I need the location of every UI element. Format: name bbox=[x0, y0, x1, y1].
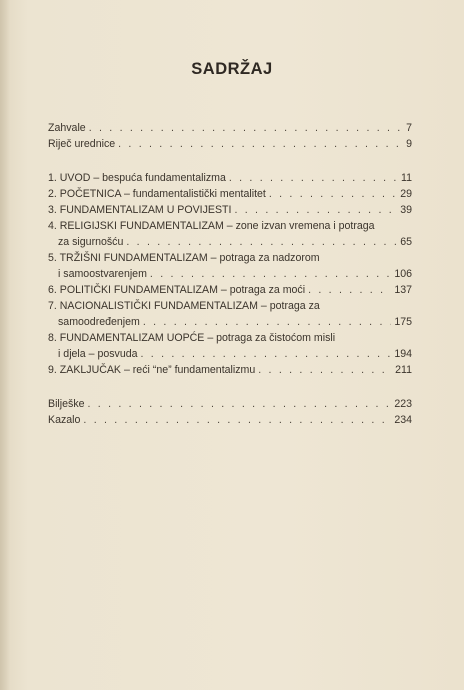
toc-entry-chapter-9[interactable] bbox=[48, 362, 412, 378]
toc-entry-label-line2: i samoostvarenjem bbox=[58, 268, 147, 280]
toc-entry-chapter-8[interactable] bbox=[48, 330, 412, 362]
toc-entry-label-line1: 8. FUNDAMENTALIZAM UOPĆE – potraga za čistoćom misli bbox=[48, 332, 336, 344]
toc-page-number: 211 bbox=[395, 364, 412, 376]
toc-entry-label-line2: samoodređenjem bbox=[58, 316, 140, 328]
dot-leader bbox=[269, 186, 397, 202]
toc-page-number: 11 bbox=[401, 172, 412, 184]
toc-page-number: 65 bbox=[400, 236, 412, 248]
table-of-contents bbox=[48, 120, 412, 428]
toc-entry-label: 3. FUNDAMENTALIZAM U POVIJESTI bbox=[48, 204, 232, 216]
toc-page-number: 106 bbox=[394, 268, 412, 280]
page-spine-shadow bbox=[0, 0, 10, 690]
toc-entry-kazalo[interactable] bbox=[48, 412, 412, 428]
dot-leader bbox=[126, 234, 397, 250]
toc-page-number: 194 bbox=[394, 348, 412, 360]
toc-entry-biljeske[interactable] bbox=[48, 396, 412, 412]
toc-entry-label-line1: 7. NACIONALISTIČKI FUNDAMENTALIZAM – potraga za bbox=[48, 300, 320, 312]
toc-entry-label: Zahvale bbox=[48, 122, 86, 134]
toc-entry-chapter-1[interactable] bbox=[48, 170, 412, 186]
toc-entry-label: Riječ urednice bbox=[48, 138, 116, 150]
page-title: SADRŽAJ bbox=[191, 60, 273, 78]
toc-entry-chapter-3[interactable] bbox=[48, 202, 412, 218]
dot-leader bbox=[308, 282, 391, 298]
toc-entry-label: 2. POČETNICA – fundamentalistički mentalitet bbox=[48, 188, 266, 200]
toc-entry-chapter-7[interactable] bbox=[48, 298, 412, 330]
dot-leader bbox=[83, 412, 391, 428]
toc-entry-label: Kazalo bbox=[48, 414, 81, 426]
toc-entry-label: 6. POLITIČKI FUNDAMENTALIZAM – potraga za moći bbox=[48, 284, 306, 296]
toc-entry-label-line1: 4. RELIGIJSKI FUNDAMENTALIZAM – zone izvan vremena i potraga bbox=[48, 220, 375, 232]
toc-entry-chapter-4[interactable] bbox=[48, 218, 412, 250]
dot-leader bbox=[258, 362, 392, 378]
toc-entry-chapter-5[interactable] bbox=[48, 250, 412, 282]
dot-leader bbox=[150, 266, 391, 282]
toc-page-number: 9 bbox=[406, 138, 412, 150]
dot-leader bbox=[229, 170, 398, 186]
dot-leader bbox=[88, 396, 392, 412]
toc-entry-zahvale[interactable] bbox=[48, 120, 412, 136]
dot-leader bbox=[143, 314, 391, 330]
toc-page-number: 223 bbox=[394, 398, 412, 410]
dot-leader bbox=[118, 136, 403, 152]
toc-entry-label: 9. ZAKLJUČAK – reći “ne” fundamentalizmu bbox=[48, 364, 256, 376]
toc-page-number: 39 bbox=[400, 204, 412, 216]
toc-entry-label-line1: 5. TRŽIŠNI FUNDAMENTALIZAM – potraga za nadzorom bbox=[48, 252, 320, 264]
dot-leader bbox=[89, 120, 403, 136]
toc-page-number: 7 bbox=[406, 122, 412, 134]
toc-page-number: 137 bbox=[394, 284, 412, 296]
toc-page-number: 175 bbox=[394, 316, 412, 328]
toc-page-number: 29 bbox=[400, 188, 412, 200]
toc-entry-rijec-urednice[interactable] bbox=[48, 136, 412, 152]
toc-entry-chapter-2[interactable] bbox=[48, 186, 412, 202]
toc-entry-chapter-6[interactable] bbox=[48, 282, 412, 298]
toc-entry-label-line2: za sigurnošću bbox=[58, 236, 124, 248]
toc-entry-label-line2: i djela – posvuda bbox=[58, 348, 138, 360]
dot-leader bbox=[234, 202, 397, 218]
toc-page-number: 234 bbox=[394, 414, 412, 426]
toc-entry-label: Bilješke bbox=[48, 398, 85, 410]
toc-entry-label: 1. UVOD – bespuća fundamentalizma bbox=[48, 172, 226, 184]
dot-leader bbox=[141, 346, 392, 362]
